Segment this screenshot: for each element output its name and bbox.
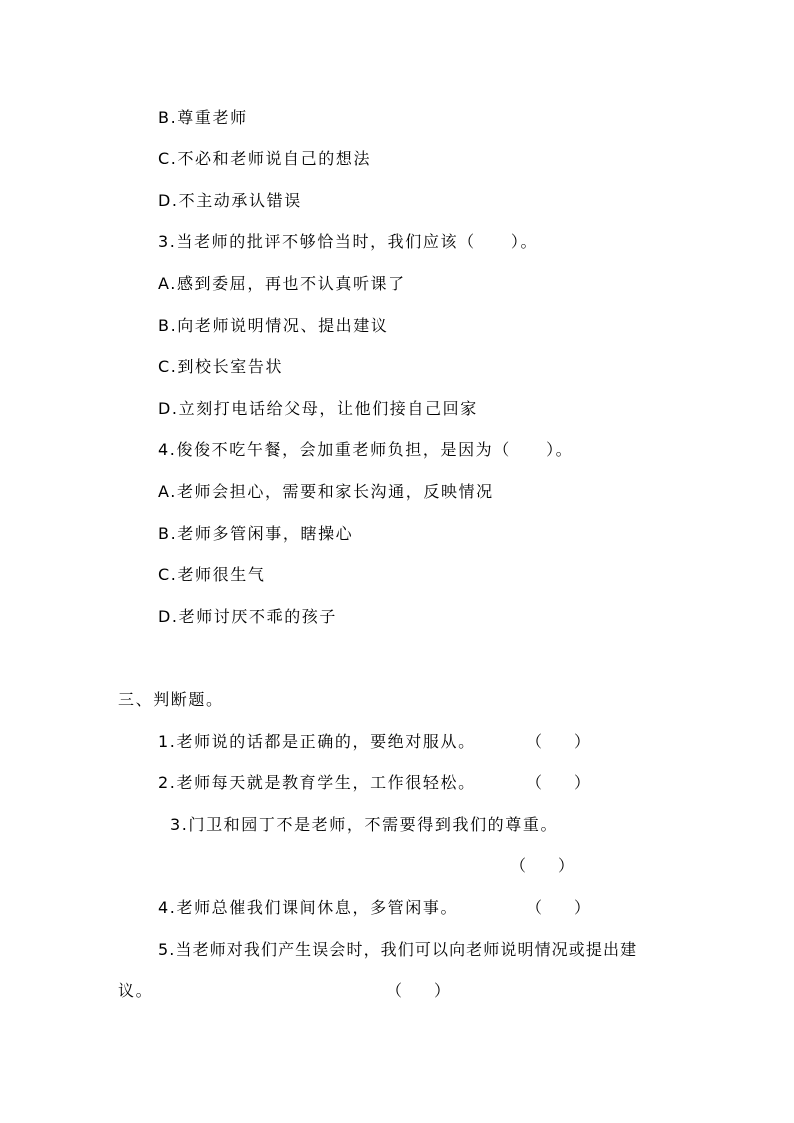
q3-option-b: B.向老师说明情况、提出建议 bbox=[158, 316, 389, 335]
q4-stem: 4.俊俊不吃午餐，会加重老师负担，是因为（ ）。 bbox=[158, 440, 574, 459]
section-heading-true-false: 三、判断题。 bbox=[118, 690, 224, 709]
tf-item-3-answer-blank[interactable]: （ ） bbox=[510, 856, 575, 875]
tf-item-5: 5.当老师对我们产生误会时，我们可以向老师说明情况或提出建 bbox=[158, 940, 638, 959]
tf-item-2: 2.老师每天就是教育学生，工作很轻松。 bbox=[158, 773, 476, 792]
q4-option-b: B.老师多管闲事，瞎操心 bbox=[158, 524, 354, 543]
q3-option-d: D.立刻打电话给父母，让他们接自己回家 bbox=[158, 399, 478, 418]
tf-item-1: 1.老师说的话都是正确的，要绝对服从。 bbox=[158, 732, 476, 751]
tf-item-1-answer-blank[interactable]: （ ） bbox=[526, 732, 591, 751]
q2-option-d: D.不主动承认错误 bbox=[158, 191, 302, 210]
tf-item-2-answer-blank[interactable]: （ ） bbox=[526, 773, 591, 792]
tf-item-5-continuation: 议。 bbox=[118, 981, 154, 1000]
q3-stem: 3.当老师的批评不够恰当时，我们应该（ ）。 bbox=[158, 232, 539, 251]
q2-option-c: C.不必和老师说自己的想法 bbox=[158, 149, 372, 168]
q3-option-a: A.感到委屈，再也不认真听课了 bbox=[158, 274, 406, 293]
tf-item-5-answer-blank[interactable]: （ ） bbox=[386, 981, 451, 1000]
q4-option-a: A.老师会担心，需要和家长沟通，反映情况 bbox=[158, 482, 494, 501]
tf-item-4: 4.老师总催我们课间休息，多管闲事。 bbox=[158, 898, 459, 917]
tf-item-3: 3.门卫和园丁不是老师，不需要得到我们的尊重。 bbox=[170, 815, 559, 834]
q2-option-b: B.尊重老师 bbox=[158, 108, 248, 127]
q4-option-c: C.老师很生气 bbox=[158, 565, 266, 584]
q3-option-c: C.到校长室告状 bbox=[158, 357, 284, 376]
tf-item-4-answer-blank[interactable]: （ ） bbox=[526, 898, 591, 917]
q4-option-d: D.老师讨厌不乖的孩子 bbox=[158, 607, 338, 626]
